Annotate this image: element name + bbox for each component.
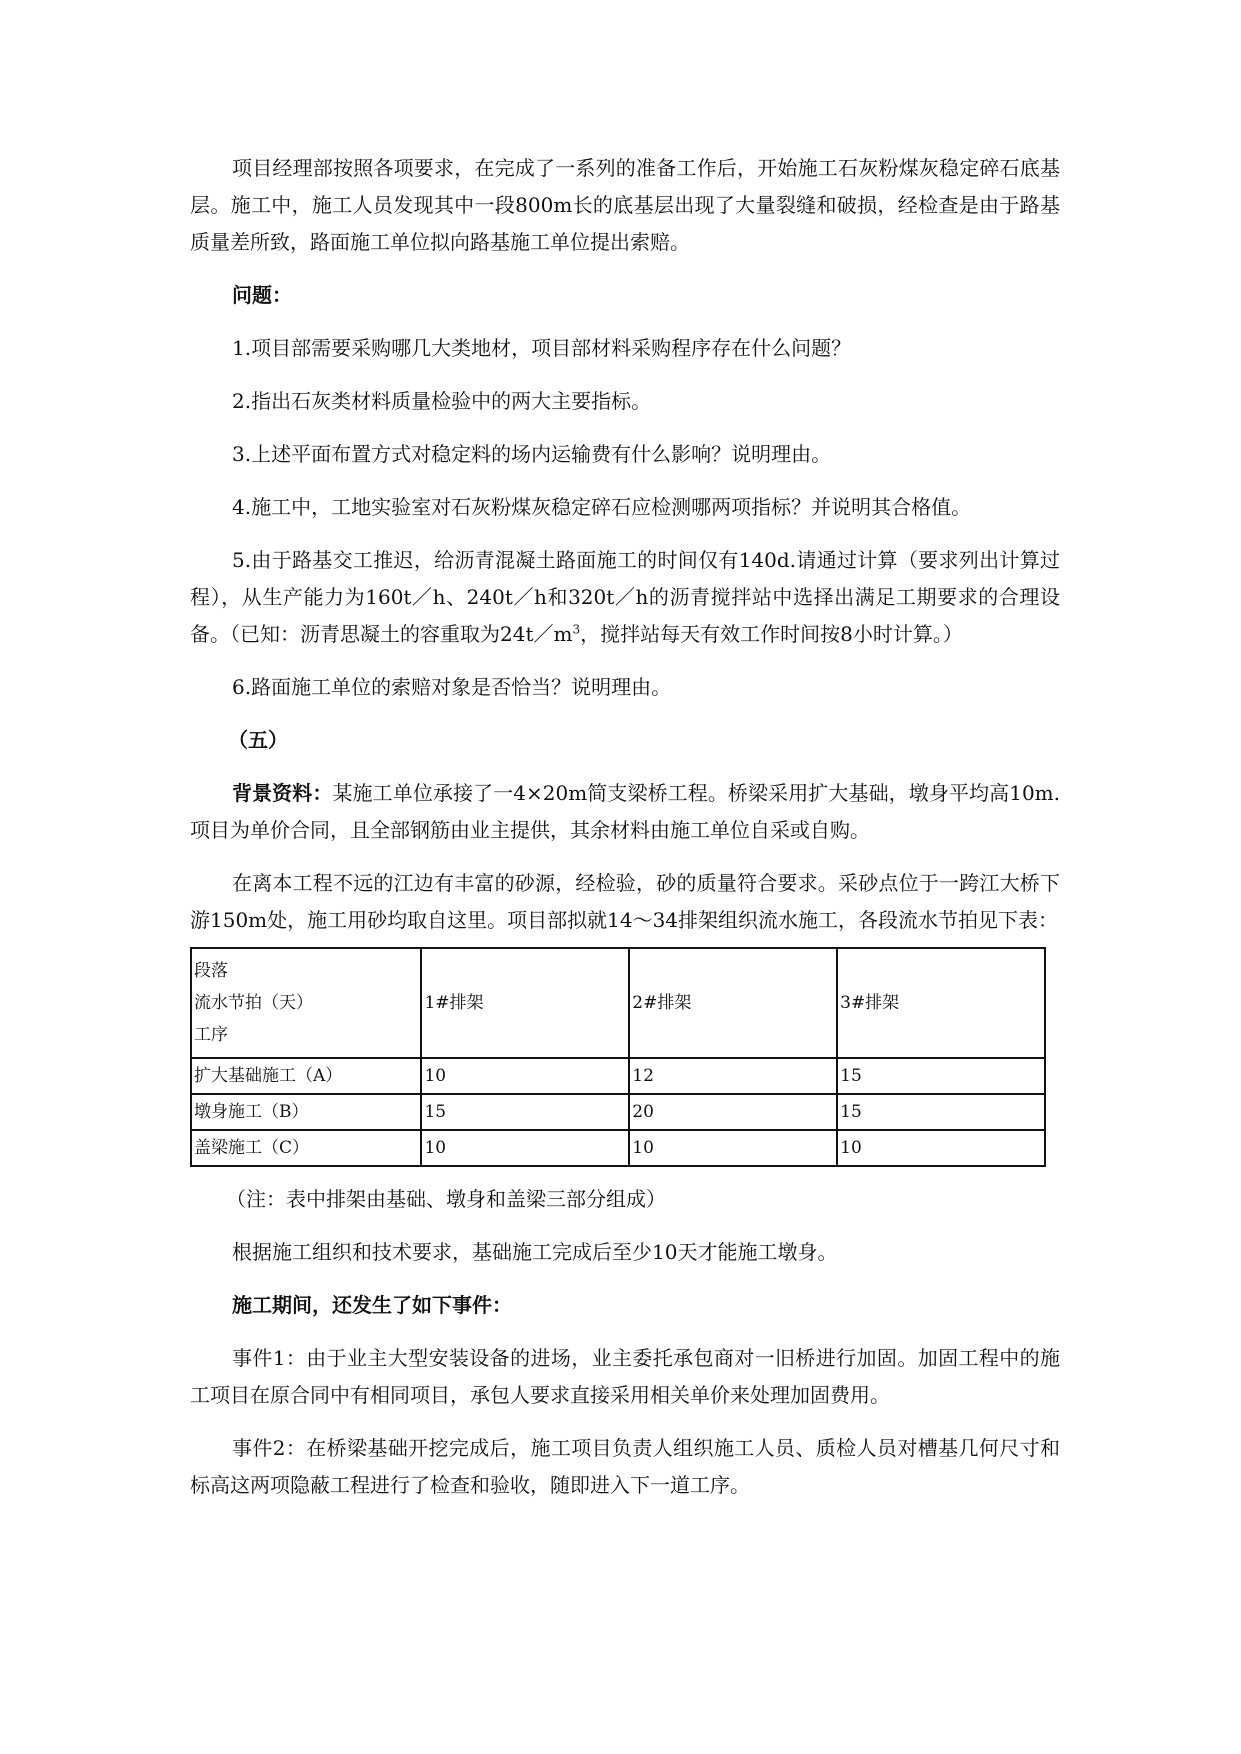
table-note: （注：表中排架由基础、墩身和盖梁三部分组成）: [226, 1187, 666, 1211]
column-header: 1#排架: [421, 948, 629, 1058]
table-corner-header: [191, 948, 421, 1058]
background-text: 某施工单位承接了一4×20m简支梁桥工程。桥梁采用扩大基础，墩身平均高10m.项目为单价合同，且全部钢筋由业主提供，其余材料由施工单位自采或自购。: [190, 781, 1061, 842]
event-1-paragraph: 事件1：由于业主大型安装设备的进场，业主委托承包商对一旧桥进行加固。加固工程中的施工项目在原合同中有相同项目，承包人要求直接采用相关单价来处理加固费用。: [190, 1346, 1060, 1407]
flow-beat-table: [190, 947, 1046, 1167]
column-header: 3#排架: [837, 948, 1045, 1058]
table-cell: 15: [837, 1094, 1045, 1130]
question-5-text-a: 5.由于路基交工推迟，给沥青混凝土路面施工的时间仅有140d.请通过计算（要求列出计算过程），从生产能力为160t／h、240t／h和320t／h的沥青搅拌站中选择出满足工期要求的合理设备。（已知：沥青思凝土的容重取为24t／m: [190, 548, 1060, 646]
table-cell: 10: [629, 1130, 837, 1166]
table-header-row: [191, 948, 1045, 1058]
row-label: 扩大基础施工（A）: [191, 1058, 421, 1094]
corner-line-process: 工序: [194, 1025, 228, 1045]
intro-paragraph: 项目经理部按照各项要求，在完成了一系列的准备工作后，开始施工石灰粉煤灰稳定碎石底基层。施工中，施工人员发现其中一段800m长的底基层出现了大量裂缝和破损，经检查是由于路基质量差所致，路面施工单位拟向路基施工单位提出索赔。: [190, 156, 1060, 254]
row-label: 墩身施工（B）: [191, 1094, 421, 1130]
event-2-paragraph: 事件2：在桥梁基础开挖完成后，施工项目负责人组织施工人员、质检人员对槽基几何尺寸和标高这两项隐蔽工程进行了检查和验收，随即进入下一道工序。: [190, 1436, 1060, 1497]
question-5: [190, 542, 1060, 653]
questions-heading: 问题：: [232, 283, 292, 307]
table-row: [191, 1058, 1045, 1094]
table-cell: 15: [837, 1058, 1045, 1094]
question-1: 1.项目部需要采购哪几大类地材，项目部材料采购程序存在什么问题？: [232, 336, 852, 360]
column-header: 2#排架: [629, 948, 837, 1058]
document-page: [190, 150, 1060, 1520]
corner-line-beat: 流水节拍（天）: [194, 993, 313, 1013]
question-5-text-b: ，搅拌站每天有效工作时间按8小时计算。）: [580, 622, 963, 646]
events-heading: 施工期间，还发生了如下事件：: [232, 1293, 512, 1317]
background-label: 背景资料：: [232, 781, 333, 805]
corner-line-segment: 段落: [194, 961, 228, 981]
section-title: （五）: [228, 728, 288, 752]
table-cell: 15: [421, 1094, 629, 1130]
table-cell: 10: [421, 1130, 629, 1166]
table-cell: 10: [421, 1058, 629, 1094]
row-label: 盖梁施工（C）: [191, 1130, 421, 1166]
table-row: [191, 1130, 1045, 1166]
requirement-paragraph: 根据施工组织和技术要求，基础施工完成后至少10天才能施工墩身。: [232, 1240, 838, 1264]
table-cell: 12: [629, 1058, 837, 1094]
sand-paragraph: 在离本工程不远的江边有丰富的砂源，经检验，砂的质量符合要求。采砂点位于一跨江大桥下游150m处，施工用砂均取自这里。项目部拟就14～34排架组织流水施工，各段流水节拍见下表：: [190, 871, 1060, 932]
background-paragraph: [190, 775, 1060, 849]
table-cell: 20: [629, 1094, 837, 1130]
question-3: 3.上述平面布置方式对稳定料的场内运输费有什么影响？说明理由。: [232, 442, 832, 466]
question-2: 2.指出石灰类材料质量检验中的两大主要指标。: [232, 389, 652, 413]
question-4: 4.施工中，工地实验室对石灰粉煤灰稳定碎石应检测哪两项指标？并说明其合格值。: [232, 495, 972, 519]
question-6: 6.路面施工单位的索赔对象是否恰当？说明理由。: [232, 675, 672, 699]
table-cell: 10: [837, 1130, 1045, 1166]
question-5-superscript: 3: [572, 622, 581, 637]
table-row: [191, 1094, 1045, 1130]
